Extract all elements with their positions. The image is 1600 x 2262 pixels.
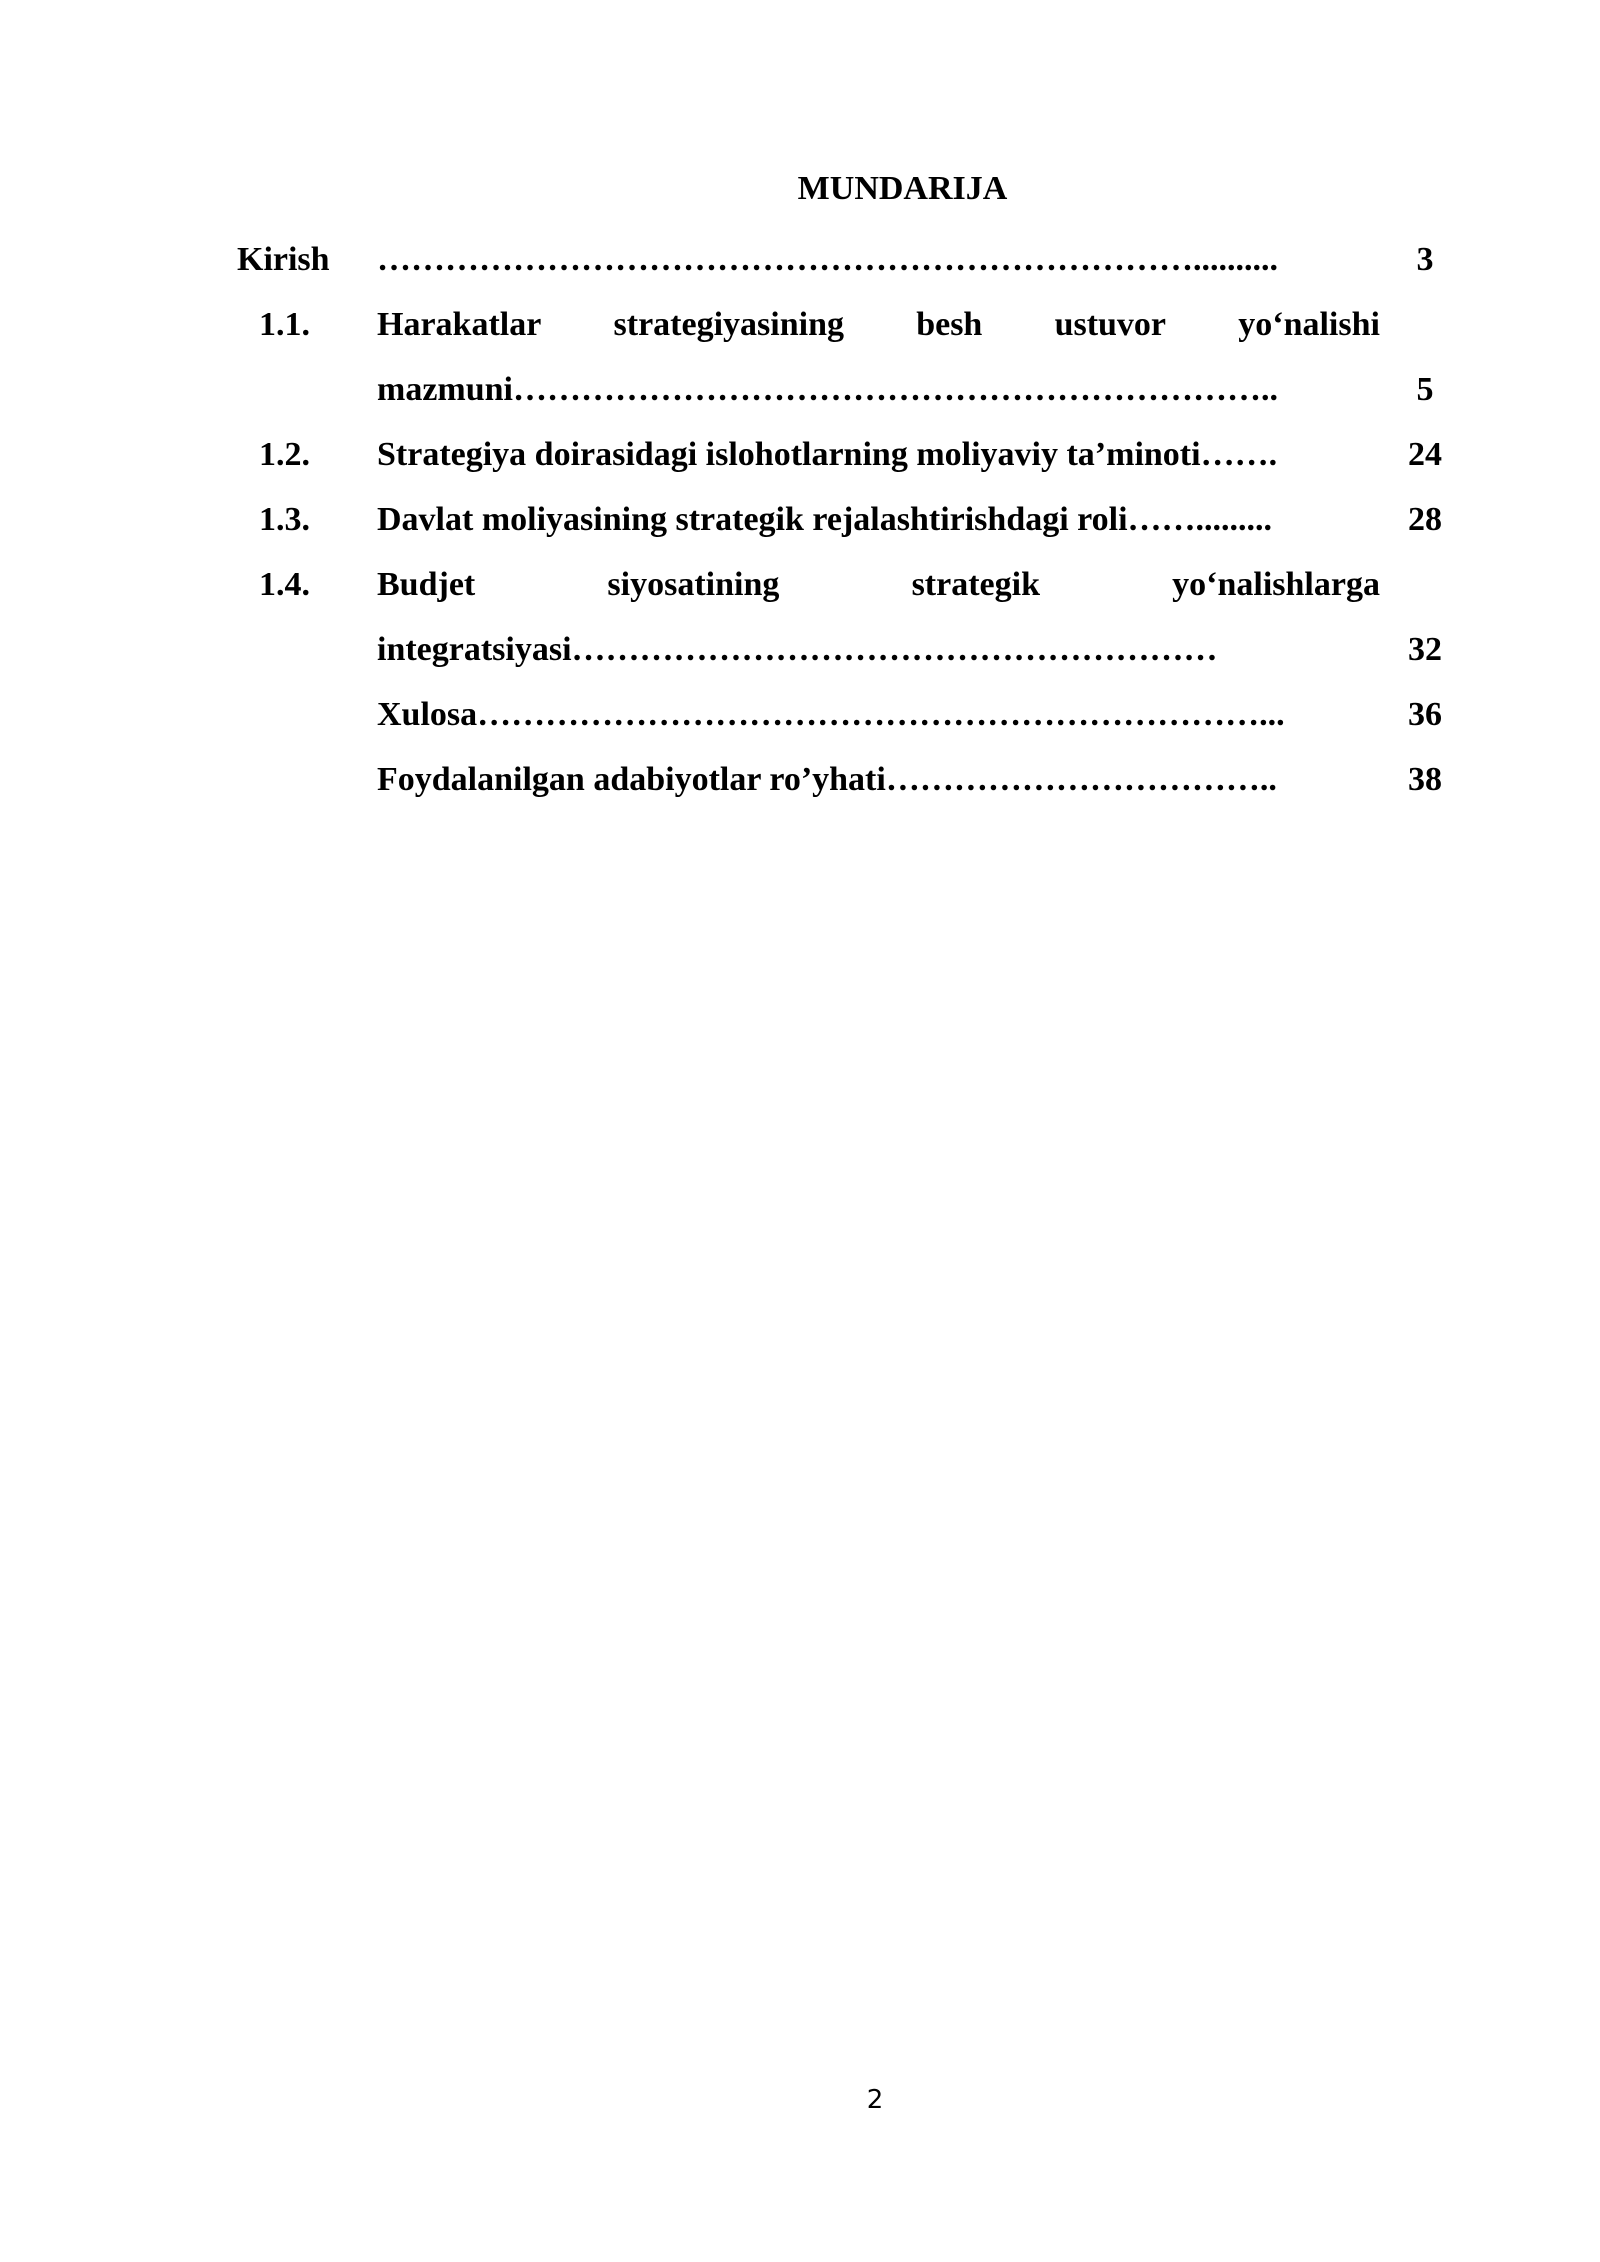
toc-1-2-number: 1.2. <box>259 436 310 473</box>
toc-1-1-page: 5 <box>1416 371 1434 408</box>
toc-1-1-word: yo‘nalishi <box>1238 306 1380 343</box>
toc-1-4-word: Budjet <box>377 566 476 603</box>
toc-1-4-title-line1 <box>377 565 1380 605</box>
page-title: MUNDARIJA <box>797 170 1008 207</box>
toc-adabiyot-title: Foydalanilgan adabiyotlar ro’yhati…………………………….. <box>377 761 1277 798</box>
page-number: 2 <box>866 2085 884 2115</box>
toc-1-3-number: 1.3. <box>259 501 310 538</box>
toc-1-1-word: ustuvor <box>1054 306 1167 343</box>
toc-kirish-label: Kirish <box>237 241 330 278</box>
toc-1-4-word: yo‘nalishlarga <box>1172 566 1380 603</box>
toc-1-1-word: Harakatlar <box>377 306 542 343</box>
toc-1-4-word: siyosatining <box>607 566 780 603</box>
toc-1-3-title: Davlat moliyasining strategik rejalashtirishdagi roli……......... <box>377 501 1273 538</box>
toc-adabiyot-page: 38 <box>1408 761 1442 798</box>
toc-xulosa-page: 36 <box>1408 696 1442 733</box>
toc-1-1-word: strategiyasining <box>613 306 844 343</box>
toc-1-1-title-line2: mazmuni………………………………………………………….. <box>377 371 1278 408</box>
toc-1-4-word: strategik <box>911 566 1040 603</box>
toc-xulosa-title: Xulosa……………………………………………………………... <box>377 696 1285 733</box>
toc-1-2-title: Strategiya doirasidagi islohotlarning moliyaviy ta’minoti……. <box>377 436 1278 473</box>
toc-1-4-title-line2: integratsiyasi………………………………………………… <box>377 631 1218 668</box>
toc-kirish-page: 3 <box>1416 241 1434 278</box>
toc-1-1-word: besh <box>916 306 983 343</box>
toc-1-1-title-line1 <box>377 305 1380 345</box>
toc-1-4-number: 1.4. <box>259 566 310 603</box>
toc-1-2-page: 24 <box>1408 436 1442 473</box>
toc-1-4-page: 32 <box>1408 631 1442 668</box>
toc-1-3-page: 28 <box>1408 501 1442 538</box>
toc-kirish-dots: ……………………………………………………………….......... <box>377 241 1278 278</box>
toc-1-1-number: 1.1. <box>259 306 310 343</box>
